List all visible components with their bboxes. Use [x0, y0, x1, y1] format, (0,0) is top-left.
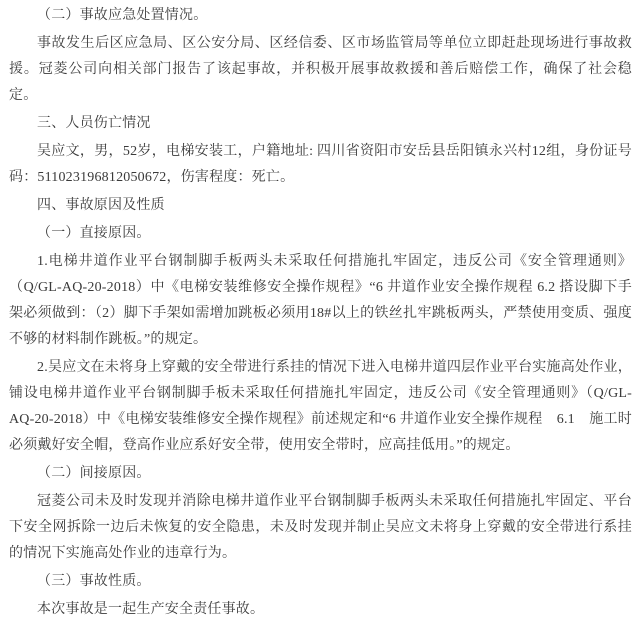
paragraph-indirect-cause: 冠菱公司未及时发现并消除电梯井道作业平台钢制脚手板两头未采取任何措施扎牢固定、平台下安全网拆除一边后未恢复的安全隐患，未及时发现并制止吴应文未将身上穿戴的安全带进行系挂的情况下实施高处作业的违章行为。 — [9, 494, 632, 561]
subsection-heading-emergency-response: （二）事故应急处置情况。 — [37, 8, 208, 23]
paragraph-casualty-details: 吴应文，男，52岁，电梯安装工，户籍地址: 四川省资阳市安岳县岳阳镇永兴村12组，身份证号码：511023196812050672，伤害程度：死亡。 — [9, 144, 632, 185]
paragraph-emergency-response: 事故发生后区应急局、区公安分局、区经信委、区市场监管局等单位立即赶赴现场进行事故救援。冠菱公司向相关部门报告了该起事故，并积极开展事故救援和善后赔偿工作，确保了社会稳定。 — [9, 36, 632, 103]
subsection-heading-accident-nature: （三）事故性质。 — [37, 574, 151, 589]
paragraph-accident-nature: 本次事故是一起生产安全责任事故。 — [37, 602, 265, 617]
subsection-heading-indirect-cause: （二）间接原因。 — [37, 466, 151, 481]
section-heading-cause-and-nature: 四、事故原因及性质 — [37, 198, 165, 213]
section-heading-casualties: 三、人员伤亡情况 — [37, 116, 151, 131]
subsection-heading-direct-cause: （一）直接原因。 — [37, 226, 151, 241]
paragraph-direct-cause-1: 1.电梯井道作业平台钢制脚手板两头未采取任何措施扎牢固定，违反公司《安全管理通则》（Q/GL-AQ-20-2018）中《电梯安装维修安全操作规程》“6 井道作业安全操作规程 6.2 搭设脚下手架必须做到：（2）脚下手架如需增加跳板必须用18#以上的铁丝扎牢跳板两头，严禁使用变质、强度不够的材料制作跳板。”的规定。 — [9, 254, 632, 347]
paragraph-direct-cause-2: 2.吴应文在未将身上穿戴的安全带进行系挂的情况下进入电梯井道四层作业平台实施高处作业，铺设电梯井道作业平台钢制脚手板未采取任何措施扎牢固定，违反公司《安全管理通则》（Q/GL-AQ-20-2018）中《电梯安装维修安全操作规程》前述规定和“6 井道作业安全操作规程 6.1 施工时必须戴好安全帽，登高作业应系好安全带，使用安全带时，应高挂低用。”的规定。 — [9, 360, 632, 453]
